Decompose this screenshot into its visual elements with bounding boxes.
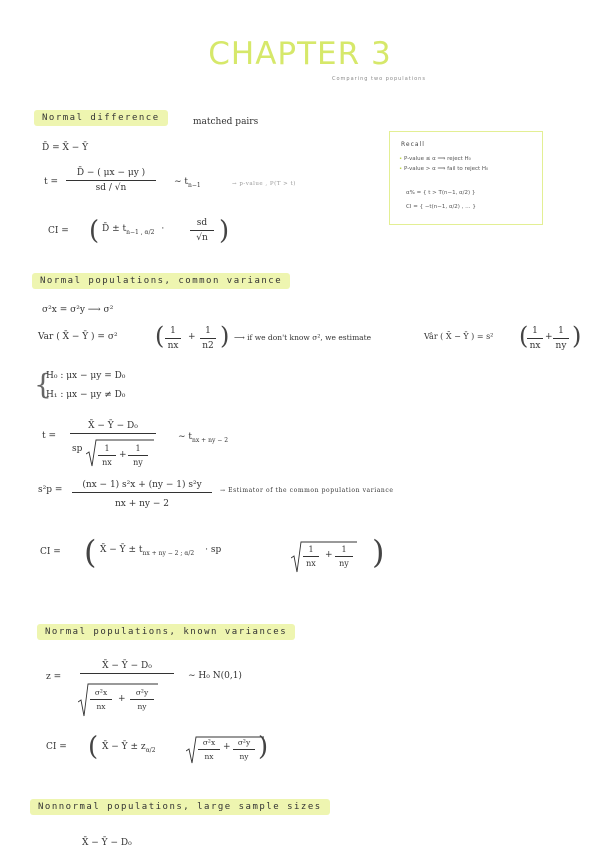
z-rad-plus: + — [118, 694, 126, 704]
ci3-rad-plus: + — [223, 742, 231, 752]
ci-open-paren-1: ( — [89, 216, 100, 246]
null-hypothesis: H₀ : μx − μy = D₀ — [46, 371, 126, 381]
ci-dot-1: · — [161, 224, 165, 234]
t-stat-fraction — [66, 168, 156, 193]
ci-sub-2: nx + ny − 2 ; α/2 — [142, 549, 195, 557]
sp-fraction — [72, 480, 212, 509]
t-dist — [174, 177, 201, 189]
z-rad-den-2: ny — [137, 702, 147, 711]
var-e2-den: ny — [555, 341, 567, 351]
ci-open-paren-3: ( — [88, 732, 99, 762]
var-est-fraction-2 — [553, 326, 569, 351]
z-rad-num-2: σ²y — [135, 688, 149, 697]
ci-close-paren-3: ) — [258, 732, 269, 762]
t-dist-symbol: ∼ t — [174, 177, 189, 187]
var-fraction-1 — [165, 326, 181, 351]
section-heading-known-variances: Normal populations, known variances — [37, 624, 295, 640]
hypothesis-brace: { — [34, 368, 52, 401]
var-estimate: Vâr ( X̄ − Ȳ ) = s² — [424, 332, 494, 341]
sigma-equality: σ²x = σ²y ⟶ σ² — [42, 305, 114, 315]
page-title: CHAPTER 3 — [208, 36, 392, 72]
t2-fraction — [70, 421, 156, 436]
ci-body-text-3: X̄ − Ȳ ± z — [102, 742, 146, 752]
t-stat-lhs: t = — [44, 177, 59, 187]
var-plus: + — [188, 332, 196, 342]
sp-numerator: (nx − 1) s²x + (ny − 1) s²y — [82, 480, 202, 490]
var-est-fraction-1 — [527, 326, 543, 351]
ci-open-paren-2: ( — [84, 533, 97, 571]
t2-lhs: t = — [42, 431, 57, 441]
t2-dist-df: nx + ny − 2 — [192, 436, 229, 444]
t2-rad-plus: + — [119, 450, 127, 460]
ci-body-3 — [102, 742, 156, 754]
ci3-rad-fraction-1 — [198, 738, 220, 761]
sp-note: → Estimator of the common population variance — [220, 487, 394, 494]
t-dist-df: n−1 — [188, 181, 201, 189]
var-est-open-paren: ( — [519, 322, 529, 350]
t2-den-sp: sp — [72, 444, 83, 454]
var-f2-num: 1 — [205, 326, 211, 336]
ci3-rad-num-2: σ²y — [237, 738, 251, 747]
z-rad-num-1: σ²x — [94, 688, 108, 697]
recall-line-2-text: P-value > α ⟹ fail to reject H₀ — [404, 166, 489, 172]
t2-numerator: X̄ − Ȳ − D₀ — [88, 421, 138, 431]
recall-line-1: • P-value ≤ α ⟹ reject H₀ — [399, 156, 471, 162]
t2-rad-fraction-1 — [98, 444, 116, 467]
p-value-note: → p-value , P(T > t) — [232, 181, 296, 187]
ci3-rad-num-1: σ²x — [202, 738, 216, 747]
ci3-rad-den-2: ny — [239, 752, 249, 761]
var-est-close-paren: ) — [572, 322, 582, 350]
ci2-rad-fraction-1 — [303, 545, 319, 568]
z-numerator: X̄ − Ȳ − D₀ — [102, 661, 152, 671]
t-stat-numerator: D̄ − ( μx − μy ) — [76, 168, 146, 178]
var-f1-den: nx — [167, 341, 179, 351]
ci-lhs-1: CI = — [48, 226, 69, 236]
sp-lhs: s²p = — [38, 485, 63, 495]
var-close-paren: ) — [220, 322, 230, 350]
recall-line-4: CI = { −t(n−1, α/2) , … } — [406, 204, 476, 210]
ci3-rad-den-1: nx — [204, 752, 214, 761]
ci2-rad-den-2: ny — [339, 559, 349, 568]
ci-frac-num-1: sd — [196, 218, 208, 228]
ci-frac-den-1: √n — [196, 233, 208, 243]
ci2-rad-num-1: 1 — [308, 545, 314, 554]
ci-fraction-1 — [190, 218, 214, 243]
var-fraction-2 — [200, 326, 216, 351]
z-fraction — [80, 661, 174, 676]
ci-body-1 — [102, 224, 164, 236]
dbar-definition: D̄ = X̄ − Ȳ — [42, 143, 89, 153]
section-heading-nonnormal-large: Nonnormal populations, large sample sizes — [30, 799, 330, 815]
ci2-rad-fraction-2 — [335, 545, 353, 568]
nonnormal-partial-formula: X̄ − Ȳ − D₀ — [82, 838, 132, 848]
t2-rad-num-1: 1 — [104, 444, 110, 453]
recall-line-1-text: P-value ≤ α ⟹ reject H₀ — [404, 156, 471, 162]
var-e2-num: 1 — [558, 326, 564, 336]
z-rad-den-1: nx — [96, 702, 106, 711]
var-lhs: Var ( X̄ − Ȳ ) = σ² — [38, 332, 118, 342]
ci2-rad-den-1: nx — [306, 559, 316, 568]
ci-close-paren-2: ) — [372, 533, 385, 571]
section-heading-common-variance: Normal populations, common variance — [32, 273, 290, 289]
var-open-paren: ( — [155, 322, 165, 350]
ci3-rad-fraction-2 — [233, 738, 255, 761]
var-e1-num: 1 — [532, 326, 538, 336]
var-note: ⟶ if we don't know σ², we estimate — [234, 333, 372, 342]
recall-line-2: • P-value > α ⟹ fail to reject H₀ — [399, 166, 489, 172]
ci-lhs-2: CI = — [40, 547, 61, 557]
ci2-rad-num-2: 1 — [341, 545, 347, 554]
var-e1-den: nx — [529, 341, 541, 351]
t2-rad-den-1: nx — [102, 458, 112, 467]
t2-rad-fraction-2 — [128, 444, 148, 467]
t-stat-denominator: sd / √n — [95, 183, 127, 193]
sp-denominator: nx + ny − 2 — [114, 499, 169, 509]
t2-dist — [178, 432, 228, 444]
ci2-rad-plus: + — [325, 550, 333, 560]
alt-hypothesis: H₁ : μx − μy ≠ D₀ — [46, 390, 126, 400]
z-rad-fraction-1 — [90, 688, 112, 711]
ci-body-2 — [100, 545, 221, 557]
var-f1-num: 1 — [170, 326, 176, 336]
matched-pairs-note: matched pairs — [193, 117, 259, 127]
recall-box — [389, 131, 543, 225]
z-dist: ∼ H₀ N(0,1) — [188, 671, 242, 681]
recall-line-3: α% = { t > T(n−1, α/2) } — [406, 190, 476, 196]
ci-body-text-2: X̄ − Ȳ ± t — [100, 545, 143, 555]
ci-dot-2: · sp — [205, 545, 222, 555]
t2-rad-num-2: 1 — [135, 444, 141, 453]
z-rad-fraction-2 — [130, 688, 154, 711]
var-est-plus: + — [545, 332, 553, 342]
page-subtitle: Comparing two populations — [332, 76, 426, 82]
ci-lhs-3: CI = — [46, 742, 67, 752]
ci-sub-3: α/2 — [145, 746, 156, 754]
t2-rad-den-2: ny — [133, 458, 143, 467]
ci-sub-1: n−1 , α/2 — [126, 228, 155, 236]
ci-body-text-1: D̄ ± t — [102, 224, 127, 234]
var-f2-den: n2 — [202, 341, 214, 351]
recall-title: Recall — [401, 141, 425, 148]
section-heading-normal-difference: Normal difference — [34, 110, 168, 126]
ci-close-paren-1: ) — [219, 216, 230, 246]
z-lhs: z = — [46, 672, 62, 682]
t2-dist-symbol: ∼ t — [178, 432, 193, 442]
